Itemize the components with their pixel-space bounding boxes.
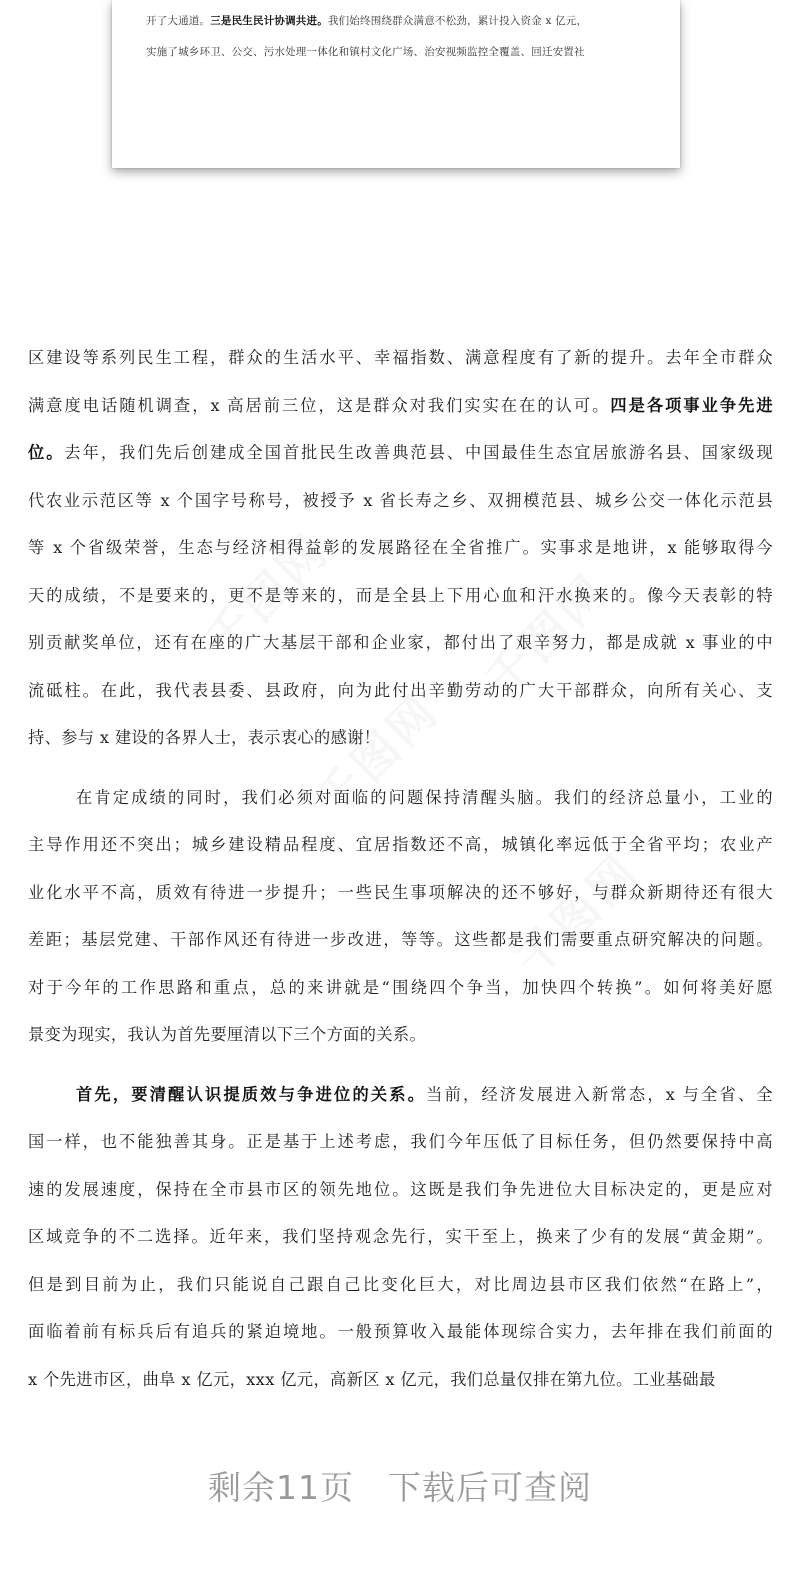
text-segment: 去年，我们先后创建成全国首批民生改善典范县、中国最佳生态宜居旅游名县、国家级现	[64, 443, 773, 462]
preview-line	[146, 37, 660, 68]
text-line	[28, 429, 773, 477]
text-line	[28, 334, 773, 382]
text-line	[28, 869, 773, 917]
text-line	[28, 714, 773, 762]
text-segment: 国一样，也不能独善其身。正是基于上述考虑，我们今年压低了目标任务，但仍然要保持中高	[28, 1132, 773, 1151]
preview-line	[146, 6, 660, 37]
paragraph	[28, 774, 773, 1059]
text-line	[28, 1261, 773, 1309]
bold-text-segment: 四是各项事业争先进	[610, 395, 773, 415]
text-line	[28, 572, 773, 620]
text-segment: 当前，经济发展进入新常态，x 与全省、全	[426, 1084, 773, 1104]
text-line	[28, 1011, 773, 1059]
text-segment: 持、参与 x 建设的各界人士，表示衷心的感谢！	[28, 728, 381, 747]
text-segment: 区建设等系列民生工程，群众的生活水平、幸福指数、满意程度有了新的提升。去年全市群众	[28, 348, 773, 367]
text-segment: 满意度电话随机调查，x 高居前三位，这是群众对我们实实在在的认可。	[28, 395, 611, 415]
paragraph	[28, 1071, 773, 1404]
bold-text-segment: 三是民生民计协调共进。	[210, 15, 328, 27]
bold-text-segment: 位。	[28, 443, 65, 462]
text-line	[28, 1071, 773, 1119]
text-segment: 面临着前有标兵后有追兵的紧迫境地。一般预算收入最能体现综合实力，去年排在我们前面的	[28, 1322, 773, 1341]
document-body	[28, 334, 773, 1403]
text-segment: 对于今年的工作思路和重点，总的来讲就是“围绕四个争当，加快四个转换”。如何将美好愿	[28, 977, 773, 997]
text-line	[28, 774, 773, 822]
text-segment: 但是到目前为止，我们只能说自己跟自己比变化巨大，对比周边县市区我们依然“在路上”，	[28, 1274, 773, 1294]
text-line	[28, 667, 773, 715]
paragraph-gap	[28, 762, 773, 774]
text-segment: x 个先进市区，曲阜 x 亿元，xxx 亿元，高新区 x 亿元，我们总量仅排在第九位。工业基础最	[28, 1369, 716, 1389]
text-segment: 景变为现实，我认为首先要厘清以下三个方面的关系。	[28, 1025, 427, 1044]
text-line	[28, 382, 773, 430]
paragraph-gap	[28, 1059, 773, 1071]
text-line	[28, 1166, 773, 1214]
text-line	[28, 821, 773, 869]
text-line	[28, 1308, 773, 1356]
text-line	[28, 916, 773, 964]
text-line	[28, 1118, 773, 1166]
text-line	[28, 477, 773, 525]
text-line	[28, 964, 773, 1012]
text-line	[28, 524, 773, 572]
text-line	[28, 1213, 773, 1261]
text-segment: 差距；基层党建、干部作风还有待进一步改进，等等。这些都是我们需要重点研究解决的问题。	[28, 930, 773, 949]
remaining-pages-notice[interactable]: 剩余11页 下载后可查阅	[208, 1468, 592, 1507]
text-segment: 速的发展速度，保持在全市县市区的领先地位。这既是我们争先进位大目标决定的，更是应对	[28, 1179, 773, 1199]
text-segment: 代农业示范区等 x 个国字号称号，被授予 x 省长寿之乡、双拥模范县、城乡公交一体化示范县	[28, 490, 773, 510]
bold-text-segment: 首先，要清醒认识提质效与争进位的关系。	[76, 1084, 427, 1104]
text-segment: 业化水平不高，质效有待进一步提升；一些民生事项解决的还不够好，与群众新期待还有很大	[28, 882, 773, 902]
preview-text	[146, 6, 660, 68]
text-segment: 天的成绩，不是要来的，更不是等来的，而是全县上下用心血和汗水换来的。像今天表彰的特	[28, 585, 773, 605]
text-segment: 开了大通道。	[146, 15, 211, 27]
preview-page-card	[112, 0, 680, 168]
text-segment: 在肯定成绩的同时，我们必须对面临的问题保持清醒头脑。我们的经济总量小，工业的	[76, 787, 773, 807]
text-line	[28, 1356, 773, 1404]
text-segment: 区域竞争的不二选择。近年来，我们坚持观念先行，实干至上，换来了少有的发展“黄金期”。	[28, 1227, 773, 1246]
text-segment: 实施了城乡环卫、公交、污水处理一体化和镇村文化广场、治安视频监控全覆盖、回迁安置社	[146, 46, 585, 58]
text-segment: 流砥柱。在此，我代表县委、县政府，向为此付出辛勤劳动的广大干部群众，向所有关心、支	[28, 680, 773, 700]
text-segment: 主导作用还不突出；城乡建设精品程度、宜居指数还不高，城镇化率远低于全省平均；农业产	[28, 835, 773, 854]
text-segment: 别贡献奖单位，还有在座的广大基层干部和企业家，都付出了艰辛努力，都是成就 x 事业的中	[28, 633, 773, 652]
text-segment: 等 x 个省级荣誉，生态与经济相得益彰的发展路径在全省推广。实事求是地讲，x 能够取得今	[28, 538, 773, 557]
paragraph	[28, 334, 773, 762]
text-line	[28, 619, 773, 667]
text-segment: 我们始终围绕群众满意不松劲，累计投入资金 x 亿元，	[327, 15, 588, 27]
